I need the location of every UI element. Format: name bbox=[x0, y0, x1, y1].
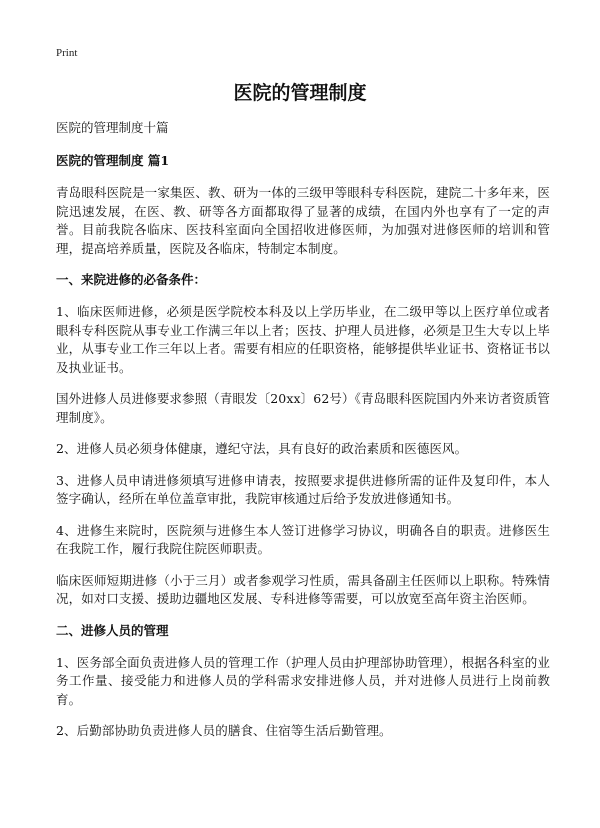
document-body bbox=[56, 119, 550, 753]
document-subtitle: 医院的管理制度十篇 bbox=[56, 120, 169, 135]
paragraph: 1、临床医师进修，必须是医学院校本科及以上学历毕业，在二级甲等以上医疗单位或者眼科专科医院从事专业工作满三年以上者；医技、护理人员进修，必须是卫生大专以上毕业，从事专业工作三年以上者。需要有相应的任职资格，能够提供毕业证书、资格证书以及执业证书。 bbox=[56, 304, 550, 375]
article-heading: 医院的管理制度 篇1 bbox=[56, 153, 170, 168]
print-label: Print bbox=[56, 47, 78, 59]
section-heading-requirements: 一、来院进修的必备条件： bbox=[56, 272, 207, 287]
paragraph: 3、进修人员申请进修须填写进修申请表，按照要求提供进修所需的证件及复印件，本人签字确认，经所在单位盖章审批，我院审核通过后给予发放进修通知书。 bbox=[56, 472, 550, 506]
paragraph: 临床医师短期进修（小于三月）或者参观学习性质，需具备副主任医师以上职称。特殊情况，如对口支援、援助边疆地区发展、专科进修等需要，可以放宽至高年资主治医师。 bbox=[56, 572, 550, 606]
document-title: 医院的管理制度 bbox=[233, 82, 367, 104]
section-heading-management: 二、进修人员的管理 bbox=[56, 622, 169, 638]
paragraph: 国外进修人员进修要求参照（青眼发〔20xx〕62号）《青岛眼科医院国内外来访者资质管理制度》。 bbox=[56, 391, 550, 425]
paragraph: 2、后勤部协助负责进修人员的膳食、住宿等生活后勤管理。 bbox=[56, 723, 392, 738]
paragraph: 1、医务部全面负责进修人员的管理工作（护理人员由护理部协助管理），根据各科室的业务工作量、接受能力和进修人员的学科需求安排进修人员，并对进修人员进行上岗前教育。 bbox=[56, 654, 550, 707]
paragraph: 2、进修人员必须身体健康，遵纪守法，具有良好的政治素质和医德医风。 bbox=[56, 441, 468, 456]
paragraph: 4、进修生来院时，医院须与进修生本人签订进修学习协议，明确各自的职责。进修医生在我院工作，履行我院住院医师职责。 bbox=[56, 522, 550, 556]
intro-paragraph: 青岛眼科医院是一家集医、教、研为一体的三级甲等眼科专科医院，建院二十多年来，医院迅速发展，在医、教、研等各方面都取得了显著的成绩，在国内外也享有了一定的声誉。目前我院各临床、医技科室面向全国招收进修医师，为加强对进修医师的培训和管理，提高培养质量，医院及各临床，特制定本制度。 bbox=[56, 185, 550, 256]
